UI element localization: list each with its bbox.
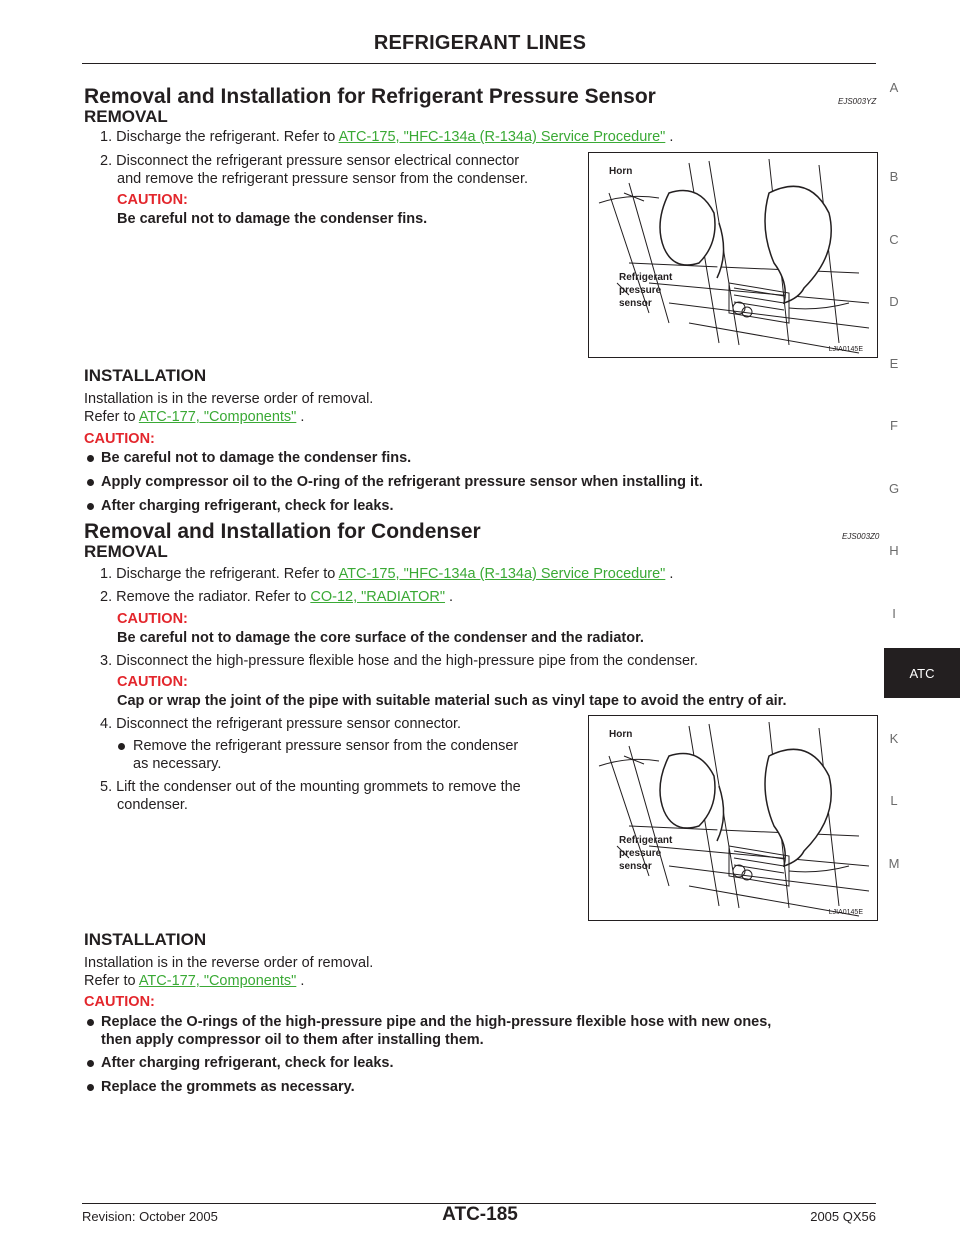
- condenser-installation-bullet-2: After charging refrigerant, check for leaks.: [101, 1055, 394, 1071]
- side-tab-atc-active[interactable]: ATC: [884, 648, 960, 698]
- sensor-installation-bullet-3: After charging refrigerant, check for leaks.: [101, 498, 394, 514]
- figure-2-label-sensor: Refrigerant pressure sensor: [619, 835, 673, 872]
- condenser-installation-line1: Installation is in the reverse order of removal.: [84, 955, 374, 971]
- sensor-installation-bullet-2: Apply compressor oil to the O-ring of the refrigerant pressure sensor when installing it.: [101, 474, 703, 490]
- page-title: REFRIGERANT LINES: [373, 32, 587, 54]
- sensor-installation-bullet-1: Be careful not to damage the condenser fins.: [101, 450, 412, 466]
- side-tab-k[interactable]: K: [889, 731, 899, 746]
- section-title-sensor: Removal and Installation for Refrigerant Pressure Sensor: [84, 85, 656, 108]
- side-tab-e[interactable]: E: [889, 356, 899, 371]
- sensor-removal-caution-label: CAUTION:: [117, 192, 188, 208]
- sensor-installation-line1: Installation is in the reverse order of removal.: [84, 391, 374, 407]
- side-tab-l[interactable]: L: [890, 793, 898, 808]
- bullet-dot: [118, 743, 125, 750]
- condenser-step-1: [100, 565, 673, 583]
- figure-horn-sensor-2: [588, 715, 878, 921]
- link-atc-177-a[interactable]: ATC-177, "Components": [138, 409, 297, 425]
- installation-heading-sensor: INSTALLATION: [84, 366, 207, 385]
- engine-bay-illustration: [589, 716, 878, 921]
- side-tab-b[interactable]: B: [889, 169, 899, 184]
- condenser-installation-refer-tail: .: [296, 973, 305, 989]
- bullet-dot: [87, 503, 94, 510]
- sensor-step-1: [100, 128, 673, 146]
- condenser-caution-3-label: CAUTION:: [117, 674, 188, 690]
- sensor-step-2-line1: 2. Disconnect the refrigerant pressure sensor electrical connector: [100, 153, 520, 169]
- condenser-step-4-sub-line1: Remove the refrigerant pressure sensor from the condenser: [133, 738, 519, 754]
- section-code-condenser: EJS003Z0: [842, 532, 880, 541]
- figure-horn-sensor-1: [588, 152, 878, 358]
- condenser-step-5-line1: 5. Lift the condenser out of the mounting grommets to remove the: [100, 779, 521, 795]
- side-tab-d[interactable]: D: [889, 294, 899, 309]
- condenser-installation-refer: [84, 972, 304, 990]
- link-atc-175[interactable]: ATC-175, "HFC-134a (R-134a) Service Procedure": [338, 129, 666, 145]
- condenser-step-1-text: 1. Discharge the refrigerant. Refer to: [100, 566, 339, 582]
- header-divider: [82, 63, 876, 64]
- sensor-removal-caution-text: Be careful not to damage the condenser fins.: [117, 211, 428, 227]
- sensor-installation-refer-text: Refer to: [84, 409, 139, 425]
- condenser-installation-caution-label: CAUTION:: [84, 994, 155, 1010]
- sensor-step-1-tail: .: [665, 129, 674, 145]
- side-tab-f[interactable]: F: [890, 418, 898, 433]
- sensor-step-1-text: 1. Discharge the refrigerant. Refer to: [100, 129, 339, 145]
- condenser-step-4: 4. Disconnect the refrigerant pressure sensor connector.: [100, 716, 462, 732]
- side-tab-g[interactable]: G: [888, 481, 900, 496]
- side-tab-i[interactable]: I: [892, 606, 896, 621]
- condenser-step-5-line2: condenser.: [117, 797, 188, 813]
- installation-heading-condenser: INSTALLATION: [84, 930, 207, 949]
- figure-2-label-horn: Horn: [609, 729, 633, 740]
- revision-date: Revision: October 2005: [82, 1209, 218, 1224]
- condenser-step-4-sub-line2: as necessary.: [133, 756, 222, 772]
- side-tab-h[interactable]: H: [889, 543, 899, 558]
- condenser-installation-bullet-1-line1: Replace the O-rings of the high-pressure pipe and the high-pressure flexible hose with new ones,: [101, 1014, 772, 1030]
- sensor-installation-refer-tail: .: [296, 409, 305, 425]
- condenser-step-2-tail: .: [445, 589, 454, 605]
- bullet-dot: [87, 1084, 94, 1091]
- condenser-caution-2-text: Be careful not to damage the core surface of the condenser and the radiator.: [117, 630, 644, 646]
- engine-bay-illustration: [589, 153, 878, 358]
- side-tab-m[interactable]: M: [888, 856, 900, 871]
- condenser-installation-bullet-3: Replace the grommets as necessary.: [101, 1079, 355, 1095]
- condenser-installation-refer-text: Refer to: [84, 973, 139, 989]
- condenser-step-3: 3. Disconnect the high-pressure flexible hose and the high-pressure pipe from the condenser.: [100, 653, 699, 669]
- sensor-step-2-line2: and remove the refrigerant pressure sensor from the condenser.: [117, 171, 529, 187]
- bullet-dot: [87, 479, 94, 486]
- sensor-installation-caution-label: CAUTION:: [84, 431, 155, 447]
- removal-heading-condenser: REMOVAL: [84, 542, 168, 561]
- figure-1-id: LJIA0145E: [828, 346, 863, 353]
- condenser-step-2-text: 2. Remove the radiator. Refer to: [100, 589, 311, 605]
- condenser-step-2: [100, 588, 453, 606]
- link-atc-177-b[interactable]: ATC-177, "Components": [138, 973, 297, 989]
- side-tab-c[interactable]: C: [889, 232, 899, 247]
- link-atc-175-b[interactable]: ATC-175, "HFC-134a (R-134a) Service Procedure": [338, 566, 666, 582]
- page-number: ATC-185: [442, 1204, 518, 1225]
- condenser-caution-2-label: CAUTION:: [117, 611, 188, 627]
- bullet-dot: [87, 1019, 94, 1026]
- bullet-dot: [87, 1060, 94, 1067]
- link-co-12[interactable]: CO-12, "RADIATOR": [310, 589, 446, 605]
- side-tab-a[interactable]: A: [889, 80, 899, 95]
- removal-heading-sensor: REMOVAL: [84, 107, 168, 126]
- figure-1-label-sensor: Refrigerant pressure sensor: [619, 272, 673, 309]
- condenser-caution-3-text: Cap or wrap the joint of the pipe with suitable material such as vinyl tape to avoid the entry of air.: [117, 693, 787, 709]
- vehicle-model: 2005 QX56: [810, 1209, 876, 1224]
- section-code-sensor: EJS003YZ: [838, 97, 877, 106]
- bullet-dot: [87, 455, 94, 462]
- sensor-installation-refer: [84, 408, 304, 426]
- section-title-condenser: Removal and Installation for Condenser: [84, 520, 481, 543]
- condenser-step-1-tail: .: [665, 566, 674, 582]
- figure-1-label-horn: Horn: [609, 166, 633, 177]
- figure-2-id: LJIA0145E: [828, 909, 863, 916]
- condenser-installation-bullet-1-line2: then apply compressor oil to them after installing them.: [101, 1032, 484, 1048]
